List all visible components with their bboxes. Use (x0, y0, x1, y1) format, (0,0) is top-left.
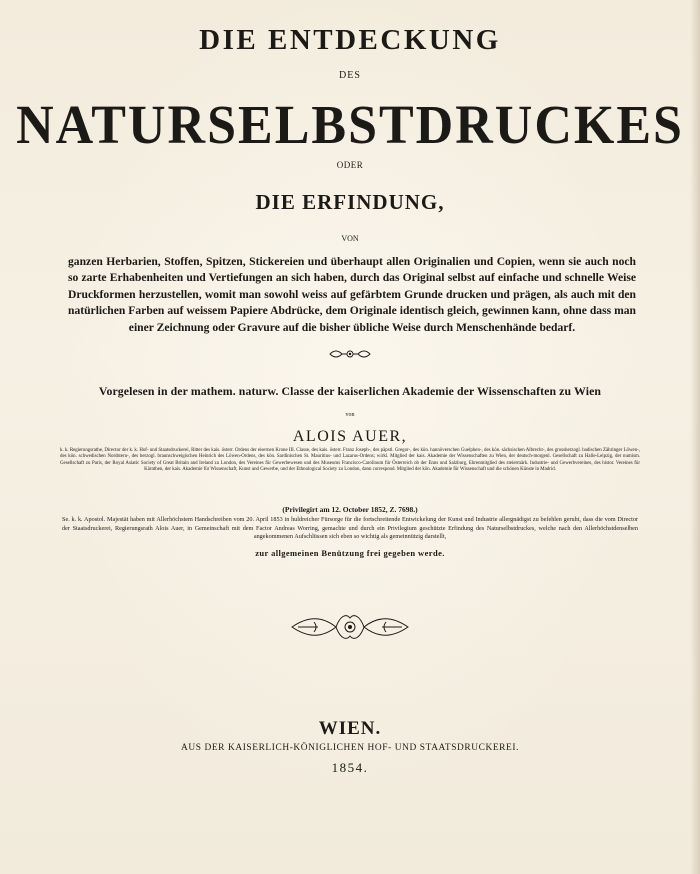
imprint-press: AUS DER KAISERLICH-KÖNIGLICHEN HOF- UND STAATSDRUCKEREI. (180, 743, 520, 753)
title-connector-von: VON (341, 234, 359, 243)
title-line-1: DIE ENTDECKUNG (199, 24, 501, 56)
free-use-line: zur allgemeinen Benützung frei gegeben werde. (255, 548, 445, 558)
privilege-line: (Privilegirt am 12. October 1852, Z. 7698.) (282, 505, 418, 514)
imperial-decree: Se. k. k. Apostol. Majestät haben mit Allerhöchstem Handschreiben vom 20. April 1853 in huldreicher Fürsorge für die fortschreitende Entwickelung der Kunst und Industrie allergnädigst zu befehlen geruht, dass die vom Director der Staatsdruckerei, Regierungsrath Alois Auer, in Gemeinschaft mit dem Factor Andreas Worring, gemachte und durch ein Privilegium geschützte Erfindung des Naturselbstdruckes, welche nach den Allerhöchstdenselben angekommenen Aufschlüssen sich eben so wichtig als gemeinnützig darstellt, (62, 516, 638, 541)
author-connector-von: von (345, 412, 355, 418)
lecture-line: Vorgelesen in der mathem. naturw. Classe der kaiserlichen Akademie der Wissenschaften zu Wien (98, 384, 602, 398)
description-paragraph: ganzen Herbarien, Stoffen, Spitzen, Stickereien und überhaupt allen Originalien und Copien, wenn sie auch noch so zarte Erhabenheiten und Vertiefungen an sich haben, durch das Original selbst auf einfache und schnelle Weise Druckformen herzustellen, womit man sowohl weiss auf gefärbtem Grunde drucken und prägen, als auch mit den natürlichen Farben auf weissem Papiere Abdrücke, dem Originale identisch gleich, gewinnen kann, ohne dass man einer Zeichnung oder Gravure auf die bisher übliche Weise durch Menschenhände bedarf. (68, 255, 636, 334)
title-connector-des: DES (339, 70, 361, 81)
author-name: ALOIS AUER, (292, 428, 408, 445)
small-fleuron-ornament (328, 346, 372, 362)
imprint-city: WIEN. (318, 718, 382, 739)
author-titles: k. k. Regierungsrathe, Director der k. k. Hof- und Staatsdruckerei, Ritter des kais. österr. Ordens der eisernen Krone III. Classe, des kais. österr. Franz Joseph-, des päpstl. Gregor-, des kön. hannöverschen Guelphen-, des kön. sächsischen Albrecht-, des grossherzogl. badischen Zähringer Löwen-, des kön. schwedischen Nordstern-, des herzogl. braunschweigischen Heinrich des Löwen-Ordens, des kön. Sardinischen St. Mauritius- und Lazarus-Ordens; wirkl. Mitglied der kais. Akademie der Wissenschaften zu Wien, der deutsch-morgenl. Gesellschaft zu Halle-Leipzig, der numism. Gesellschaft zu Paris, der Royal Asiatic Society of Great Britain and Ireland zu London, des Vereines für Gewerbewesen und des Museums Francisco-Carolinum für Österreich ob der Enns und Salzburg, Ehrenmitglied des steiermärk. Industrie- und Gewerbvereines, des histor. Vereines für Kärnthen, der kais. Akademie für Wissenschaft, Kunst und Gewerbe, und der Ethnological Society zu London, dann correspond. Mitglied der kön. Akademie für Wissenschaft und die schönen Künste in Madrid. (60, 448, 640, 473)
imprint-year: 1854. (331, 760, 369, 775)
title-connector-oder: ODER (336, 160, 364, 170)
title-line-3: DIE ERFINDUNG, (255, 190, 445, 214)
main-title: NATURSELBSTDRUCKES (16, 95, 684, 156)
large-fleuron-ornament (288, 610, 412, 644)
